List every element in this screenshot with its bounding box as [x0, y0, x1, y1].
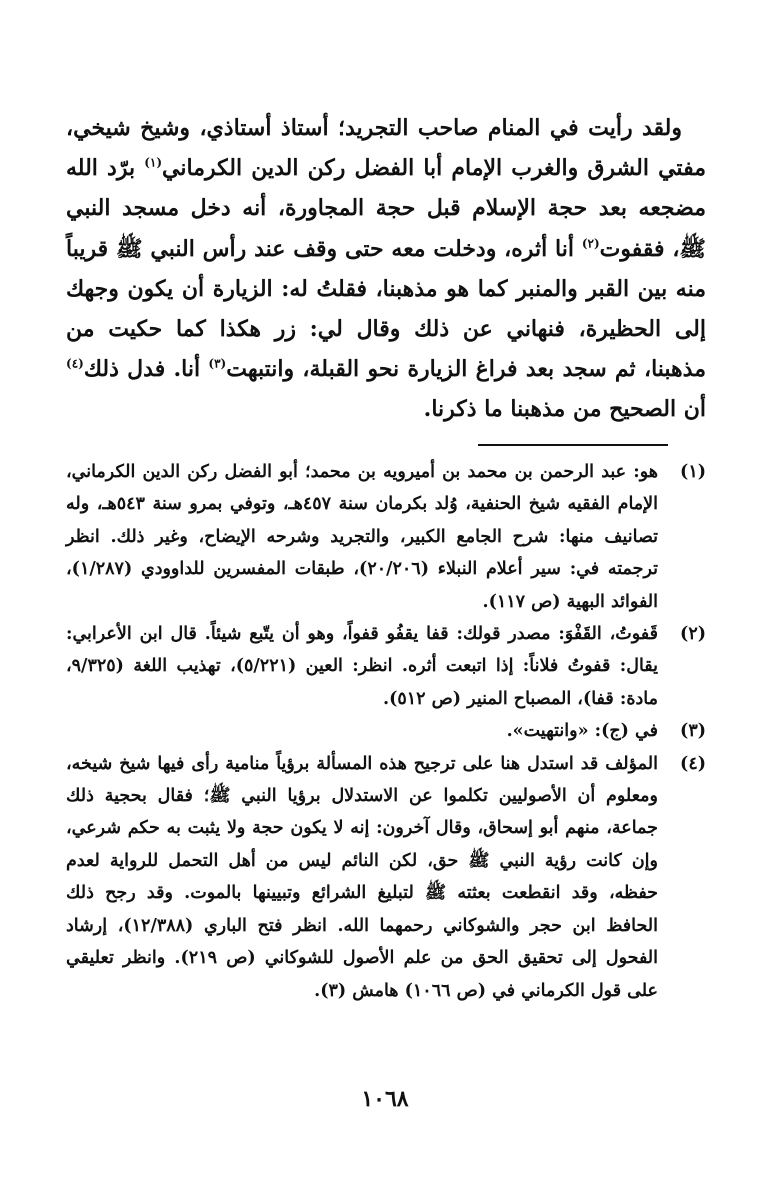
text-segment-3: أنا أثره، ودخلت معه حتى وقف عند رأس النبي ﷺ قريباً منه بين القبر والمنبر كما هو مذهبنا، فقلتُ له: الزيارة أن يكون وجهك إلى الحظيرة، فنهاني عن ذلك وقال لي: زر هكذا كما حكيت من مذهبنا، ثم سجد بعد فراغ الزيارة نحو القبلة، وانتبهت [66, 235, 706, 383]
text-segment-4: أنا. فدل ذلك [83, 356, 209, 383]
footnote-1 [66, 456, 706, 618]
text-segment-2: برّد الله مضجعه بعد حجة الإسلام قبل حجة المجاورة، أنه دخل مسجد النبي ﷺ، فقفوت [66, 155, 707, 262]
footnote-number: (٣) [680, 721, 706, 742]
footnote-4 [66, 748, 706, 1007]
footnotes-section [66, 456, 706, 1007]
footnote-text: المؤلف قد استدل هنا على ترجيح هذه المسألة برؤياً منامية رأى فيها شيخ شيخه، ومعلوم أن الأصوليين تكلموا عن الاستدلال برؤيا النبي ﷺ؛ فقال بحجية ذلك جماعة، منهم أبو إسحاق، وقال آخرون: إنه لا يكون حجة ولا يثبت به حكم شرعي، وإن كانت رؤية النبي ﷺ حق، لكن النائم ليس من أهل التحمل للرواية لعدم حفظه، وقد انقطعت بعثته ﷺ لتبليغ الشرائع وتبيينها بالموت. وقد رجح ذلك الحافظ ابن حجر والشوكاني رحمهما الله. انظر فتح الباري (١٢/٣٨٨)، إرشاد الفحول إلى تحقيق الحق من علم الأصول للشوكاني (ص ٢١٩). وانظر تعليقي على قول الكرماني في (ص ١٠٦٦) هامش (٣). [66, 753, 658, 1001]
footnote-separator [478, 444, 668, 446]
footnote-ref-4: (٤) [66, 356, 84, 371]
text-segment-1: ولقد رأيت في المنام صاحب التجريد؛ أستاذ أستاذي، وشيخ شيخي، مفتي الشرق والغرب الإمام أبا الفضل ركن الدين الكرماني [66, 115, 706, 182]
page-number: ١٠٦٨ [361, 1086, 409, 1112]
body-text [66, 108, 706, 430]
footnote-2 [66, 618, 706, 715]
footnote-ref-1: (١) [144, 155, 163, 170]
footnote-number: (٤) [680, 753, 706, 774]
footnote-number: (١) [680, 462, 706, 482]
main-paragraph [66, 108, 706, 430]
footnote-text: قَفوتُ، القَفْوَ: مصدر قولك: قفا يقفُو قفواً، وهو أن يتّبع شيئاً. قال ابن الأعرابي: يقال: قفوتُ فلاناً: إذا اتبعت أثره. انظر: العين (٥/٢٢١)، تهذيب اللغة (٩/٣٢٥، مادة: قفا)، المصباح المنير (ص ٥١٢). [66, 624, 658, 709]
text-segment-5: أن الصحيح من مذهبنا ما ذكرنا. [423, 396, 706, 423]
footnote-ref-2: (٢) [581, 236, 600, 251]
footnote-ref-3: (٣) [208, 356, 227, 371]
footnote-number: (٢) [680, 624, 706, 645]
footnote-text: هو: عبد الرحمن بن محمد بن أميرويه بن محمد؛ أبو الفضل ركن الدين الكرماني، الإمام الفقيه شيخ الحنفية، وُلد بكرمان سنة ٤٥٧هـ، وتوفي بمرو سنة ٥٤٣هـ، وله تصانيف منها: شرح الجامع الكبير، والتجريد وشرحه الإيضاح، وغير ذلك. انظر ترجمته في: سير أعلام النبلاء (٢٠/٢٠٦)، طبقات المفسرين للداوودي (١/٢٨٧)، الفوائد البهية (ص ١١٧). [66, 462, 659, 612]
footnote-3 [66, 715, 706, 747]
footnote-text: في (ج): «وانتهيت». [506, 721, 658, 742]
